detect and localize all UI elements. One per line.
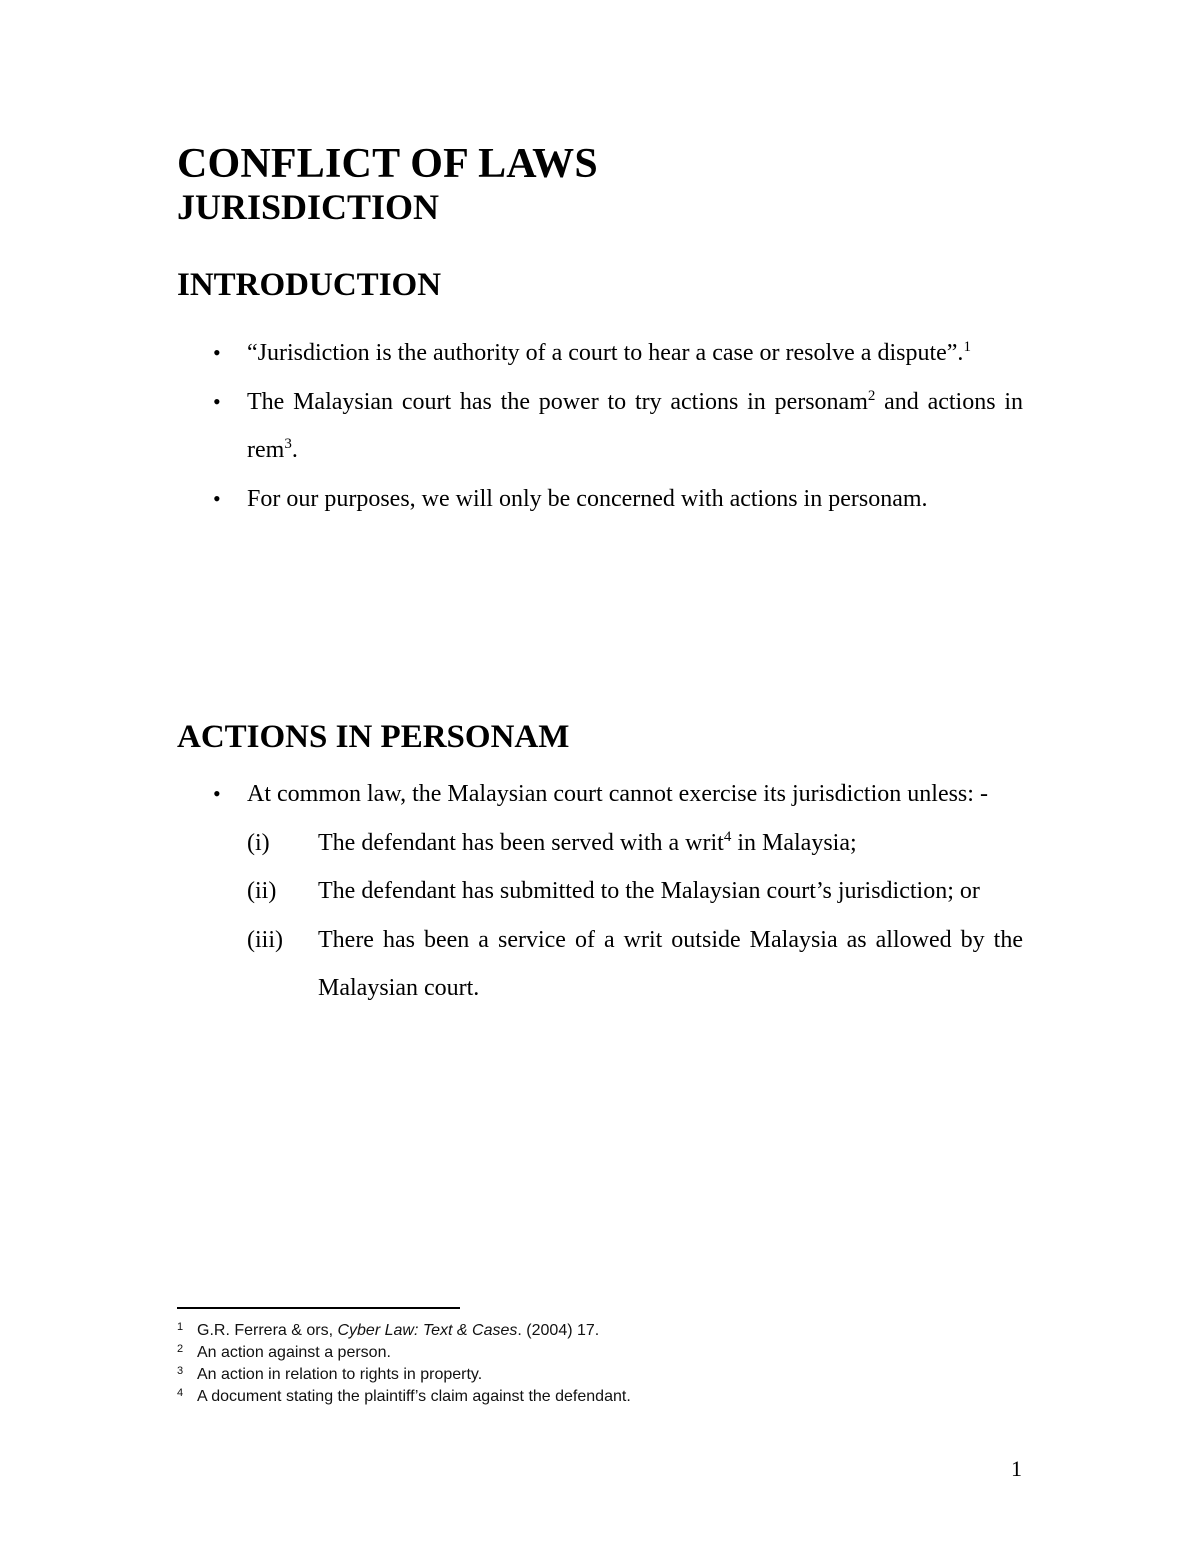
footnote-reference[interactable]: 4 <box>723 828 732 845</box>
footnote: 3 An action in relation to rights in property. <box>177 1365 483 1383</box>
list-item <box>177 378 1023 475</box>
footnote-text: An action in relation to rights in property. <box>197 1366 483 1383</box>
footnote-text: G.R. Ferrera & ors, <box>197 1322 338 1339</box>
bullet-text: “Jurisdiction is the authority of a court to hear a case or resolve a dispute”. <box>247 340 964 366</box>
condition-number: (ii) <box>247 878 277 904</box>
footnote-text: An action against a person. <box>197 1344 391 1361</box>
bullet-icon: • <box>213 388 221 414</box>
footnote: 1 G.R. Ferrera & ors, Cyber Law: Text & Cases. (2004) 17. <box>177 1321 600 1339</box>
footnote-reference[interactable]: 3 <box>284 436 292 452</box>
footnote: 4 A document stating the plaintiff’s claim against the defendant. <box>177 1387 631 1405</box>
bullet-text: . <box>291 437 298 463</box>
condition-text: The defendant has been served with a writ <box>318 829 724 856</box>
footnote-citation-title: Cyber Law: Text & Cases <box>337 1322 518 1339</box>
condition-text: in Malaysia; <box>731 829 857 856</box>
document-subtitle: JURISDICTION <box>177 187 440 227</box>
document-title: CONFLICT OF LAWS <box>177 141 598 187</box>
footnote-text: A document stating the plaintiff’s claim against the defendant. <box>197 1388 631 1405</box>
footnote-reference[interactable]: 1 <box>963 339 971 355</box>
bullet-icon: • <box>213 485 221 511</box>
condition-item <box>247 867 1023 916</box>
bullet-text: The Malaysian court has the power to try actions in personam <box>247 388 868 415</box>
footnote-reference[interactable]: 2 <box>867 387 876 404</box>
bullet-text: and actions in rem <box>247 388 1023 463</box>
condition-number: (iii) <box>247 926 283 953</box>
bullet-icon: • <box>213 781 221 806</box>
section-heading-introduction: INTRODUCTION <box>177 267 442 303</box>
conditions-list <box>247 819 1023 1013</box>
footnote-separator <box>177 1307 460 1309</box>
list-item <box>177 329 1023 378</box>
footnote-text: . (2004) 17. <box>517 1322 600 1339</box>
bullet-text: At common law, the Malaysian court cannot exercise its jurisdiction unless: - <box>247 781 988 807</box>
section-heading-actions-in-personam: ACTIONS IN PERSONAM <box>177 719 570 755</box>
condition-item <box>247 819 1023 868</box>
list-item <box>177 770 1023 1013</box>
footnotes-list <box>177 1320 631 1408</box>
personam-bullet-list <box>177 770 1023 1013</box>
condition-item <box>247 916 1023 1013</box>
footnote: 2 An action against a person. <box>177 1343 391 1361</box>
condition-text: There has been a service of a writ outside Malaysia as allowed by the Malaysian court. <box>318 926 1023 1001</box>
condition-number: (i) <box>247 829 270 856</box>
page-number: 1 <box>1011 1456 1022 1481</box>
condition-text: The defendant has submitted to the Malaysian court’s jurisdiction; or <box>318 878 980 904</box>
bullet-icon: • <box>213 340 221 365</box>
introduction-bullet-list <box>177 329 1023 523</box>
list-item <box>177 475 1023 524</box>
bullet-text: For our purposes, we will only be concerned with actions in personam. <box>247 485 928 512</box>
